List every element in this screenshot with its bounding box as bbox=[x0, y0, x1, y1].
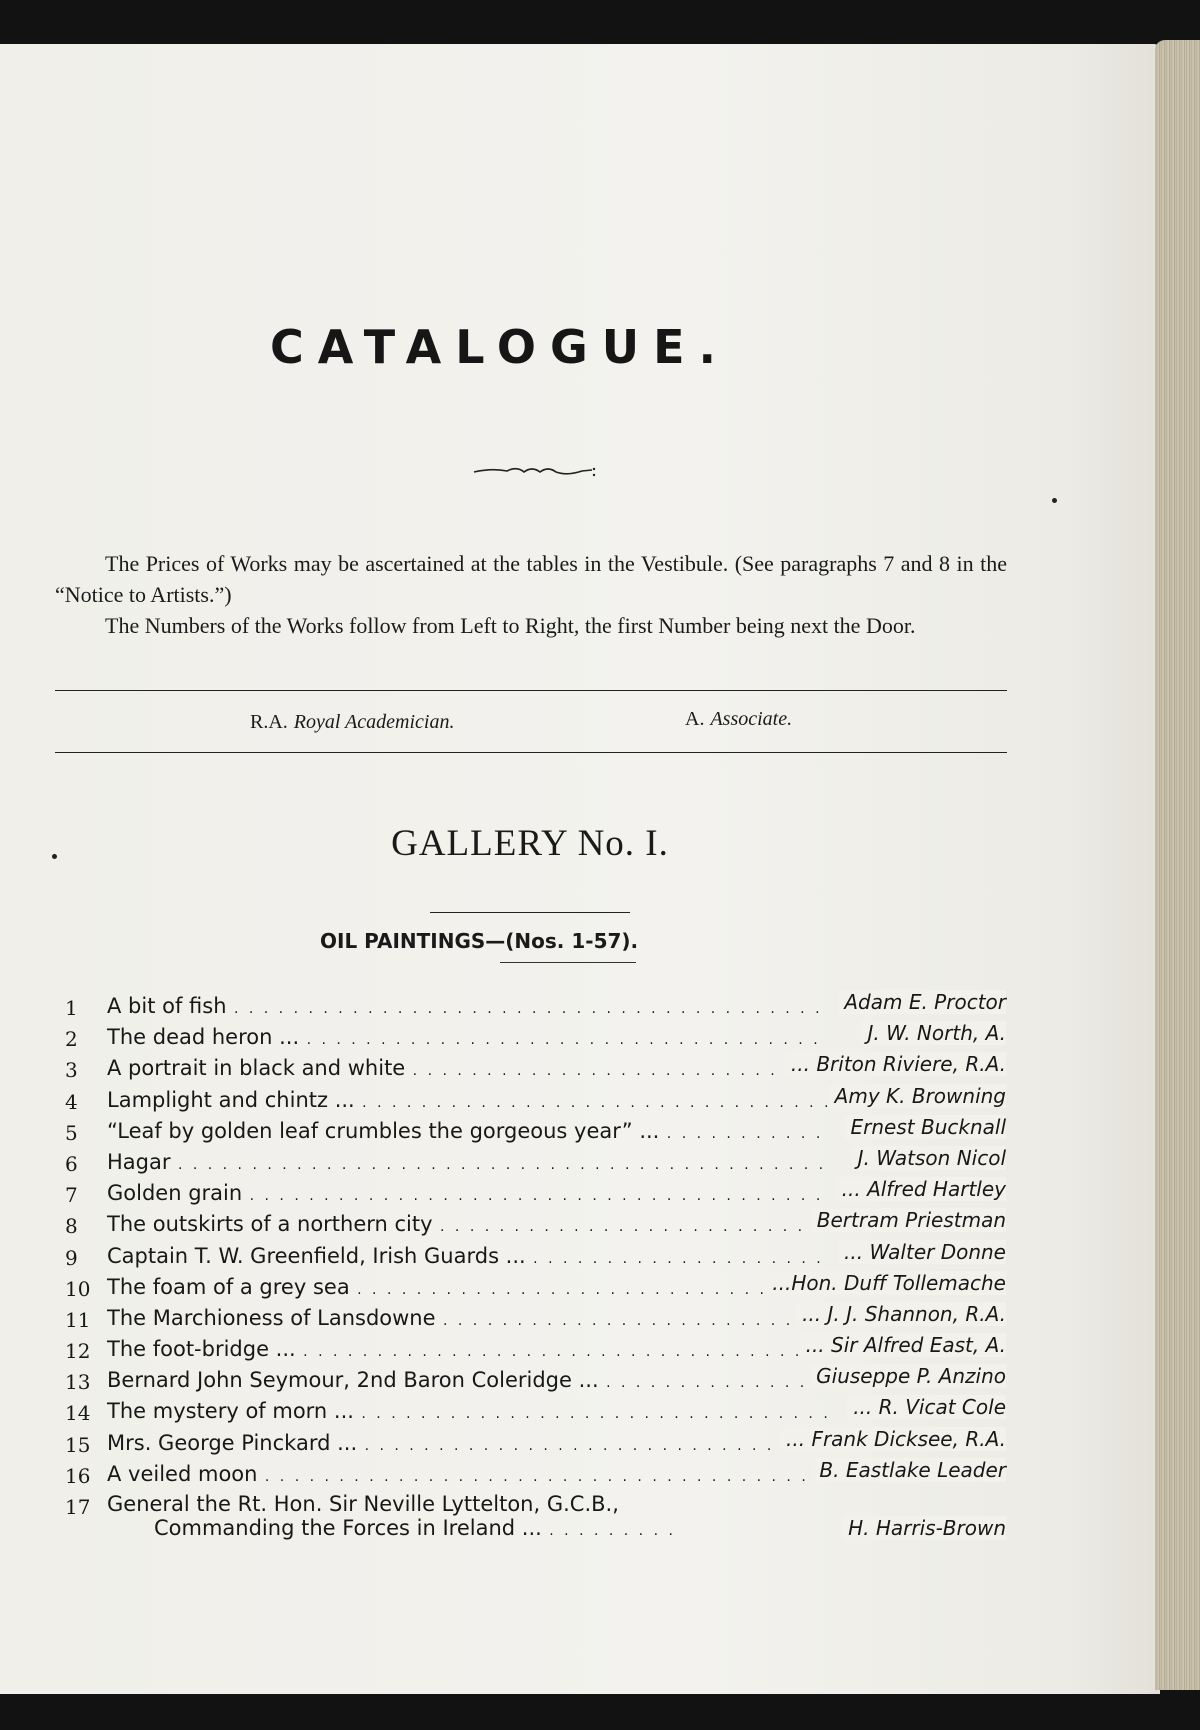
stray-dot bbox=[1052, 498, 1057, 503]
entry-title: “Leaf by golden leaf crumbles the gorgeous year” ... . . . bbox=[107, 1119, 827, 1143]
entry-artist: Ernest Bucknall bbox=[845, 1115, 1006, 1139]
entry-artist: Adam E. Proctor bbox=[838, 990, 1006, 1014]
entry-artist: J. Watson Nicol bbox=[852, 1146, 1006, 1170]
catalogue-entry bbox=[55, 1271, 1010, 1302]
entry-artist: ... J. J. Shannon, R.A. bbox=[796, 1302, 1006, 1326]
entry-number: 12 bbox=[65, 1339, 91, 1364]
entry-title: Hagar . . . bbox=[107, 1150, 827, 1174]
entry-number: 8 bbox=[65, 1214, 78, 1239]
catalogue-entry bbox=[55, 1052, 1010, 1083]
abbreviation-ra bbox=[250, 711, 455, 734]
section-title: OIL PAINTINGS—(Nos. 1-57). bbox=[320, 929, 639, 953]
entry-artist: ...Hon. Duff Tollemache bbox=[766, 1271, 1006, 1295]
entry-number: 7 bbox=[65, 1183, 78, 1208]
catalogue-entry bbox=[55, 1240, 1010, 1271]
entry-artist: J. W. North, A. bbox=[861, 1021, 1006, 1045]
entry-title: Bernard John Seymour, 2nd Baron Coleridge ... . . . bbox=[107, 1368, 827, 1392]
entry-title: General the Rt. Hon. Sir Neville Lyttelton, G.C.B., Commanding the Forces in Ireland ... . . . bbox=[107, 1492, 807, 1543]
entry-artist: ... Frank Dicksee, R.A. bbox=[780, 1427, 1006, 1451]
entry-artist: ... Sir Alfred East, A. bbox=[800, 1333, 1006, 1357]
abbreviation-a-value: Associate. bbox=[710, 708, 793, 730]
entry-number: 4 bbox=[65, 1089, 78, 1114]
gallery-rule bbox=[430, 912, 630, 913]
catalogue-entry bbox=[55, 1115, 1010, 1146]
entry-artist: B. Eastlake Leader bbox=[813, 1458, 1006, 1482]
entry-title: The mystery of morn ... . . . bbox=[107, 1399, 827, 1423]
entry-number: 10 bbox=[65, 1276, 91, 1301]
entry-title: A veiled moon . . . bbox=[107, 1462, 827, 1486]
entry-title: The Marchioness of Lansdowne . . . bbox=[107, 1306, 827, 1330]
divider-top bbox=[55, 690, 1007, 691]
abbreviation-a bbox=[685, 708, 792, 731]
page-title: CATALOGUE. bbox=[270, 320, 730, 374]
entry-title: A bit of fish . . . bbox=[107, 994, 827, 1018]
catalogue-entry bbox=[55, 1333, 1010, 1364]
entry-number: 17 bbox=[65, 1495, 91, 1519]
entry-title: Captain T. W. Greenfield, Irish Guards ... . . . bbox=[107, 1244, 827, 1268]
catalogue-entry bbox=[55, 1146, 1010, 1177]
entry-number: 6 bbox=[65, 1151, 78, 1176]
entry-title: The outskirts of a northern city . . . bbox=[107, 1212, 827, 1236]
entry-artist: Bertram Priestman bbox=[811, 1208, 1006, 1232]
catalogue-entry bbox=[55, 1208, 1010, 1239]
entry-title: Golden grain . . . bbox=[107, 1181, 827, 1205]
entry-number: 11 bbox=[65, 1307, 91, 1332]
catalogue-entry bbox=[55, 1084, 1010, 1115]
entry-title: A portrait in black and white . . . bbox=[107, 1056, 827, 1080]
catalogue-entry bbox=[55, 1458, 1010, 1489]
entry-artist: H. Harris-Brown bbox=[842, 1516, 1006, 1540]
entry-number: 1 bbox=[65, 996, 78, 1020]
entry-title: The foam of a grey sea . . . bbox=[107, 1275, 827, 1299]
entry-number: 15 bbox=[65, 1432, 91, 1457]
divider-bottom bbox=[55, 752, 1007, 753]
abbreviation-ra-value: Royal Academician. bbox=[293, 711, 455, 733]
ornament-flourish-icon bbox=[472, 464, 597, 478]
entry-number: 16 bbox=[65, 1463, 91, 1488]
entry-number: 5 bbox=[65, 1120, 78, 1145]
entry-artist: ... R. Vicat Cole bbox=[847, 1395, 1006, 1419]
catalogue-entry bbox=[55, 1427, 1010, 1458]
entry-subtitle: Commanding the Forces in Ireland ... . . . bbox=[107, 1516, 807, 1543]
entry-artist: ... Alfred Hartley bbox=[836, 1177, 1006, 1201]
catalogue-entry bbox=[55, 1395, 1010, 1426]
entry-artist: ... Briton Riviere, R.A. bbox=[785, 1052, 1006, 1076]
entry-artist: ... Walter Donne bbox=[838, 1240, 1006, 1264]
stray-dot bbox=[52, 854, 57, 859]
entry-number: 13 bbox=[65, 1370, 91, 1395]
catalogue-entry bbox=[55, 1177, 1010, 1208]
entry-number: 2 bbox=[65, 1027, 78, 1052]
catalogue-entry bbox=[55, 1489, 1010, 1545]
entry-title: Lamplight and chintz ... . . . bbox=[107, 1088, 827, 1112]
catalogue-entry bbox=[55, 1302, 1010, 1333]
catalogue-entry bbox=[55, 1021, 1010, 1052]
notice-paragraph-prices: The Prices of Works may be ascertained at the tables in the Vestibule. (See paragraphs 7 and 8 in the “Notice to Artists.”) bbox=[55, 551, 1007, 607]
abbreviation-ra-key: R.A. bbox=[250, 711, 288, 733]
entry-title: The foot-bridge ... . . . bbox=[107, 1337, 827, 1361]
page-edges bbox=[1155, 40, 1200, 1690]
entry-title: The dead heron ... . . . bbox=[107, 1025, 827, 1049]
entry-number: 14 bbox=[65, 1401, 91, 1426]
notice-text bbox=[55, 548, 1007, 641]
gallery-title: GALLERY No. I. bbox=[391, 823, 669, 864]
notice-paragraph-numbers: The Numbers of the Works follow from Left to Right, the first Number being next the Door. bbox=[105, 613, 916, 638]
catalogue-entry bbox=[55, 1364, 1010, 1395]
entry-title: Mrs. George Pinckard ... . . . bbox=[107, 1431, 827, 1455]
section-rule bbox=[500, 962, 636, 963]
entry-artist: Amy K. Browning bbox=[829, 1084, 1006, 1108]
entry-number: 3 bbox=[65, 1058, 78, 1083]
abbreviation-a-key: A. bbox=[685, 708, 705, 730]
catalogue-entries bbox=[55, 990, 1010, 1545]
entry-number: 9 bbox=[65, 1245, 78, 1270]
entry-artist: Giuseppe P. Anzino bbox=[810, 1364, 1006, 1388]
catalogue-entry bbox=[55, 990, 1010, 1021]
